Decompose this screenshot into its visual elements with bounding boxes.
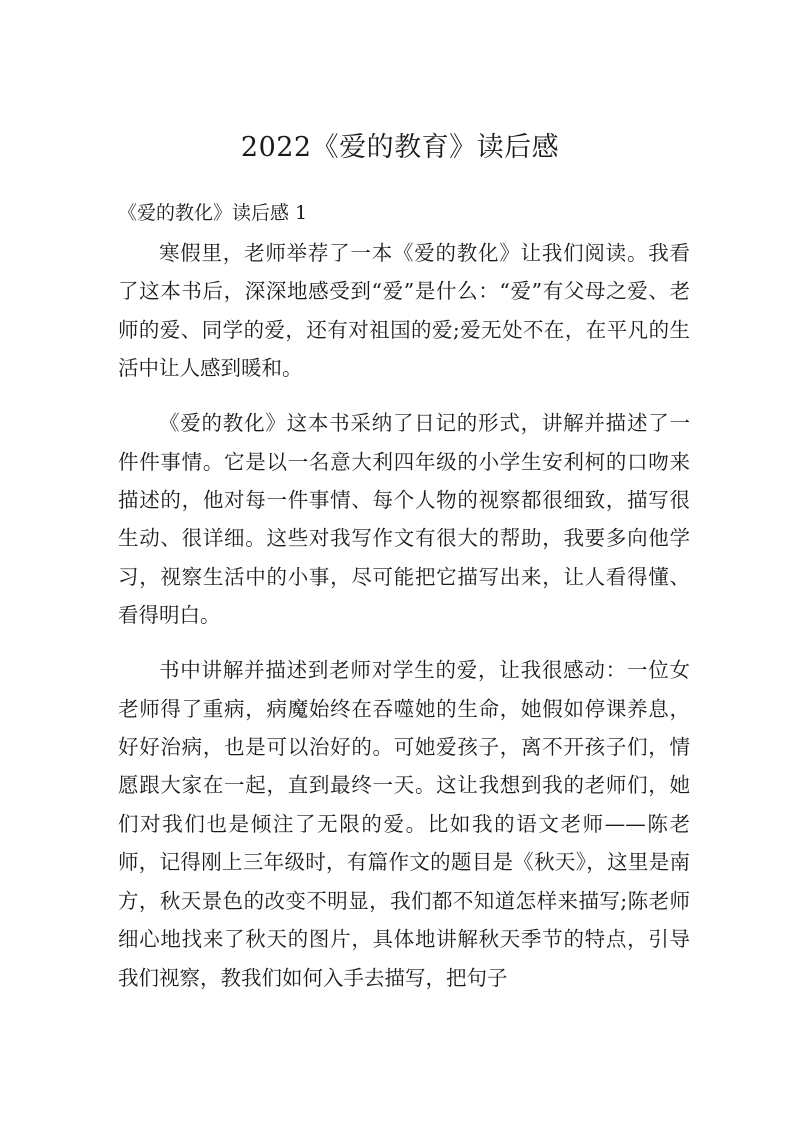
body-text [118,234,690,1014]
page-title: 2022《爱的教育》读后感 [240,132,560,163]
section-heading: 《爱的教化》读后感 1 [118,202,308,224]
paragraph-1: 寒假里，老师举荐了一本《爱的教化》让我们阅读。我看了这本书后，深深地感受到“爱”是什么：“爱”有父母之爱、老师的爱、同学的爱，还有对祖国的爱;爱无处不在，在平凡的生活中让人感到暖和。 [118,241,690,381]
paragraph-3: 书中讲解并描述到老师对学生的爱，让我很感动：一位女老师得了重病，病魔始终在吞噬她的生命，她假如停课养息，好好治病，也是可以治好的。可她爱孩子，离不开孩子们，情愿跟大家在一起，直到最终一天。这让我想到我的老师们，她们对我们也是倾注了无限的爱。比如我的语文老师——陈老师，记得刚上三年级时，有篇作文的题目是《秋天》，这里是南方，秋天景色的改变不明显，我们都不知道怎样来描写;陈老师细心地找来了秋天的图片，具体地讲解秋天季节的特点，引导我们视察，教我们如何入手去描写，把句子 [118,658,690,990]
paragraph-2: 《爱的教化》这本书采纳了日记的形式，讲解并描述了一件件事情。它是以一名意大利四年级的小学生安利柯的口吻来描述的，他对每一件事情、每个人物的视察都很细致，描写很生动、很详细。这些对我写作文有很大的帮助，我要多向他学习，视察生活中的小事，尽可能把它描写出来，让人看得懂、看得明白。 [118,411,690,628]
